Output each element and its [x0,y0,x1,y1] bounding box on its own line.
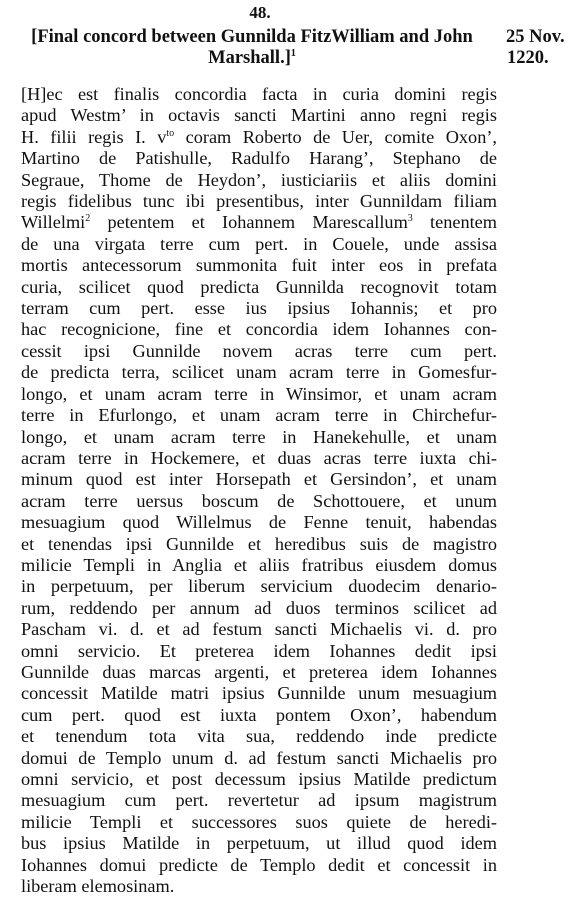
body-line: de una virgata terre cum pert. in Couele, unde assisa [21,233,497,254]
body-line: mesuagium cum pert. revertetur ad ipsum magistrum [21,790,497,811]
body-line: et tenendum tota vita sua, reddendo inde predicte [21,726,497,747]
body-line: curia, scilicet quod predicta Gunnilda recognovit totam [21,276,497,297]
body-line: longo, et unam acram terre in Winsimor, et unam acram [21,383,497,404]
body-line: cessit ipsi Gunnilde novem acras terre cum pert. [21,340,497,361]
body-line: acram terre in Hockemere, et duas acras terre iuxta chi- [21,447,497,468]
body-line: Willelmi$^2$ petentem et Iohannem Marescallum$^3$ tenentem [21,212,497,233]
document-heading [7,27,497,69]
body-line: H. filii regis I. $v^{to}$ coram Roberto de Uer, comite Oxon’, [21,126,497,147]
body-line: de predicta terra, scilicet unam acram terre in Gomesfur- [21,362,497,383]
document-date [506,27,576,69]
body-line: omni servicio. Et preterea idem Iohannes dedit ipsi [21,640,497,661]
body-line: domui de Templo unum d. ad festum sancti Michaelis pro [21,747,497,768]
body-line: acram terre uersus boscum de Schottouere, et unum [21,490,497,511]
body-line: longo, et unam acram terre in Hanekehulle, et unam [21,426,497,447]
date-year: 1220. [507,48,549,68]
body-line: omni servicio, et post decessum ipsius Matilde predictum [21,769,497,789]
body-line: et tenendas ipsi Gunnilde et heredibus suis de magistro [21,533,497,554]
heading-line-1: [Final concord between Gunnilda FitzWilliam and John [31,27,473,47]
body-line: hac recognicione, fine et concordia idem Iohannes con- [21,319,497,340]
body-line: milicie Templi in Anglia et aliis fratribus eiusdem domus [21,554,497,575]
body-line: Pascham vi. d. et ad festum sancti Michaelis vi. d. pro [21,619,497,640]
body-line: [H]ec est finalis concordia facta in curia domini regis [21,84,497,104]
heading-line-2: Marshall.] [208,48,291,68]
document-number: 48. [249,3,271,22]
document-body-text [21,84,497,897]
body-line: concessit Matilde matri ipsius Gunnilde unum mesuagium [21,683,497,704]
body-line: mesuagium quod Willelmus de Fenne tenuit, habendas [21,512,497,533]
body-line: mortis antecessorum summonita fuit inter eos in prefata [21,255,497,276]
body-line: Martino de Patishulle, Radulfo Harang’, Stephano de [21,148,497,169]
body-line: Gunnilde duas marcas argenti, et preterea idem Iohannes [21,661,497,682]
body-line: liberam elemosinam. [21,876,175,897]
body-line: Iohannes domui predicte de Templo dedit et concessit in [21,854,497,875]
body-line: rum, reddendo per annum ad duos terminos scilicet ad [21,597,497,618]
body-line: cum pert. quod est iuxta pontem Oxon’, habendum [21,704,497,725]
body-line: apud Westm’ in octavis sancti Martini anno regni regis [21,105,497,126]
body-line: milicie Templi et successores suos quiete de heredi- [21,811,497,832]
body-line: in perpetuum, per liberum servicium duodecim denario- [21,576,497,597]
body-line: bus ipsius Matilde in perpetuum, ut illud quod idem [21,833,497,854]
body-line: regis fidelibus tunc ibi presentibus, inter Gunnildam filiam [21,191,497,212]
body-line: terre in Efurlongo, et unam acram terre in Chirchefur- [21,405,497,426]
body-line: terram cum pert. esse ius ipsius Iohannis; et pro [21,298,497,319]
body-line: Segraue, Thome de Heydon’, iusticiariis et aliis domini [21,169,497,190]
heading-footnote-marker: 1 [290,47,296,59]
body-line: minum quod est inter Horsepath et Gersindon’, et unam [21,469,497,490]
date-day-month: 25 Nov. [506,27,565,47]
